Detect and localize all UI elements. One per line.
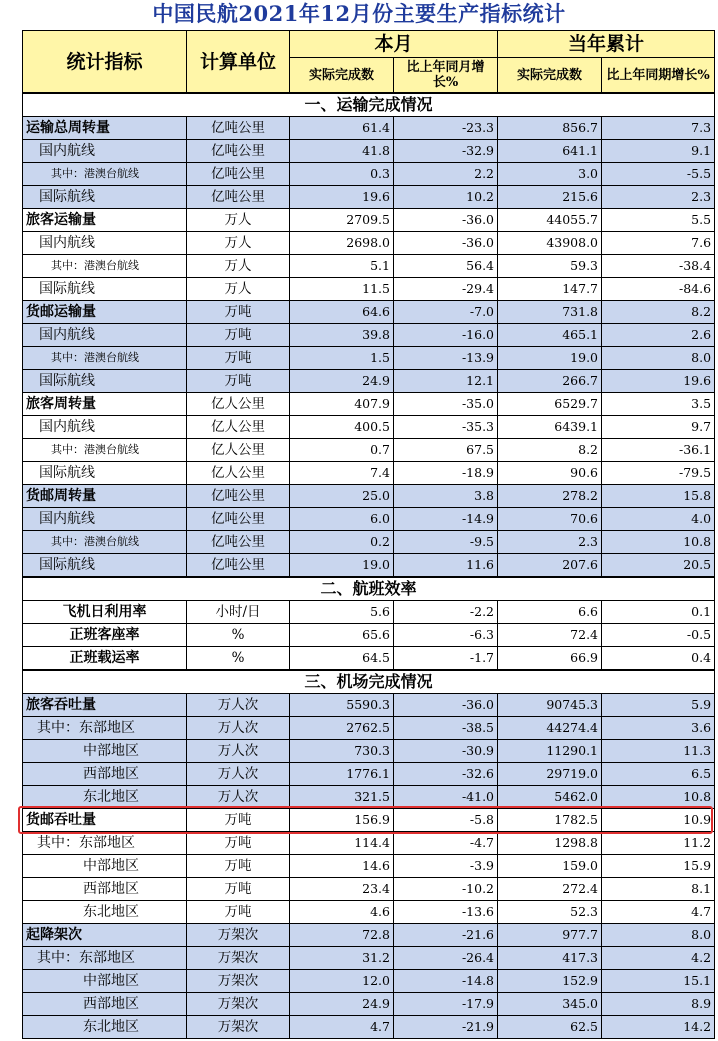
row-ytd-growth: 9.1 [602, 140, 715, 163]
header-yoy-ytd: 比上年同期增长% [602, 58, 715, 94]
row-indicator: 国内航线 [23, 508, 187, 531]
row-month-growth: -2.2 [394, 601, 498, 624]
row-month-growth: -35.3 [394, 416, 498, 439]
row-month-growth: 3.8 [394, 485, 498, 508]
row-ytd-actual: 977.7 [498, 924, 602, 947]
row-indicator: 国际航线 [23, 370, 187, 393]
row-ytd-actual: 272.4 [498, 878, 602, 901]
row-ytd-actual: 62.5 [498, 1016, 602, 1039]
row-indicator: 其中：港澳台航线 [23, 531, 187, 554]
row-unit: 万吨 [187, 878, 290, 901]
row-indicator: 货邮运输量 [23, 301, 187, 324]
row-ytd-growth: -79.5 [602, 462, 715, 485]
row-month-growth: -14.8 [394, 970, 498, 993]
row-ytd-growth: 10.8 [602, 531, 715, 554]
row-unit: 万人 [187, 232, 290, 255]
row-month-growth: -7.0 [394, 301, 498, 324]
row-unit: 万人次 [187, 717, 290, 740]
row-indicator: 旅客周转量 [23, 393, 187, 416]
section-header [23, 670, 715, 694]
row-indicator: 西部地区 [23, 763, 187, 786]
table-row [23, 370, 715, 393]
row-indicator: 其中：东部地区 [23, 832, 187, 855]
table-row [23, 347, 715, 370]
section-title: 三、机场完成情况 [23, 670, 715, 694]
row-ytd-actual: 731.8 [498, 301, 602, 324]
row-month-actual: 156.9 [290, 809, 394, 832]
row-unit: 亿人公里 [187, 416, 290, 439]
table-row [23, 209, 715, 232]
row-month-actual: 72.8 [290, 924, 394, 947]
row-month-growth: -36.0 [394, 209, 498, 232]
row-month-actual: 64.5 [290, 647, 394, 671]
row-month-growth: -29.4 [394, 278, 498, 301]
row-unit: 万人 [187, 209, 290, 232]
table-row [23, 809, 715, 832]
row-ytd-actual: 43908.0 [498, 232, 602, 255]
row-month-actual: 4.7 [290, 1016, 394, 1039]
row-month-growth: -5.8 [394, 809, 498, 832]
table-row [23, 117, 715, 140]
table-row [23, 970, 715, 993]
row-indicator: 东北地区 [23, 1016, 187, 1039]
row-month-actual: 1.5 [290, 347, 394, 370]
row-ytd-growth: 4.2 [602, 947, 715, 970]
row-month-actual: 2698.0 [290, 232, 394, 255]
row-month-actual: 5.6 [290, 601, 394, 624]
row-ytd-growth: 3.6 [602, 717, 715, 740]
row-unit: 亿人公里 [187, 462, 290, 485]
row-indicator: 其中：港澳台航线 [23, 439, 187, 462]
row-month-growth: -26.4 [394, 947, 498, 970]
table-row [23, 485, 715, 508]
row-indicator: 中部地区 [23, 740, 187, 763]
row-ytd-actual: 6529.7 [498, 393, 602, 416]
table-row [23, 878, 715, 901]
row-month-growth: -10.2 [394, 878, 498, 901]
row-ytd-actual: 1298.8 [498, 832, 602, 855]
row-ytd-actual: 44055.7 [498, 209, 602, 232]
row-month-actual: 5590.3 [290, 694, 394, 717]
header-unit: 计算单位 [187, 31, 290, 94]
row-unit: 万吨 [187, 901, 290, 924]
row-month-actual: 1776.1 [290, 763, 394, 786]
row-ytd-actual: 3.0 [498, 163, 602, 186]
table-row [23, 439, 715, 462]
row-month-actual: 11.5 [290, 278, 394, 301]
row-unit: 小时/日 [187, 601, 290, 624]
row-ytd-growth: 14.2 [602, 1016, 715, 1039]
table-row [23, 786, 715, 809]
table-row [23, 140, 715, 163]
row-ytd-actual: 215.6 [498, 186, 602, 209]
row-indicator: 国内航线 [23, 416, 187, 439]
row-ytd-actual: 2.3 [498, 531, 602, 554]
table-row [23, 186, 715, 209]
row-ytd-growth: 4.0 [602, 508, 715, 531]
row-ytd-growth: -36.1 [602, 439, 715, 462]
row-unit: 万人次 [187, 786, 290, 809]
row-unit: 万吨 [187, 301, 290, 324]
header-month: 本月 [290, 31, 498, 58]
table-row [23, 717, 715, 740]
row-month-growth: -23.3 [394, 117, 498, 140]
row-month-growth: 56.4 [394, 255, 498, 278]
row-month-actual: 730.3 [290, 740, 394, 763]
row-unit: 万吨 [187, 855, 290, 878]
row-ytd-growth: -84.6 [602, 278, 715, 301]
table-row [23, 255, 715, 278]
row-ytd-growth: 8.9 [602, 993, 715, 1016]
row-month-actual: 6.0 [290, 508, 394, 531]
section-header [23, 577, 715, 601]
row-ytd-actual: 856.7 [498, 117, 602, 140]
row-ytd-growth: 7.6 [602, 232, 715, 255]
row-ytd-growth: 11.3 [602, 740, 715, 763]
row-ytd-actual: 90.6 [498, 462, 602, 485]
row-unit: 万人次 [187, 740, 290, 763]
row-ytd-growth: 8.0 [602, 924, 715, 947]
row-ytd-actual: 147.7 [498, 278, 602, 301]
row-ytd-growth: 6.5 [602, 763, 715, 786]
row-unit: 万架次 [187, 970, 290, 993]
row-ytd-growth: 9.7 [602, 416, 715, 439]
header-yoy-month: 比上年同月增长% [394, 58, 498, 94]
row-month-actual: 64.6 [290, 301, 394, 324]
row-month-actual: 24.9 [290, 370, 394, 393]
row-indicator: 西部地区 [23, 878, 187, 901]
row-unit: 万吨 [187, 809, 290, 832]
row-month-growth: -36.0 [394, 232, 498, 255]
row-ytd-growth: 0.1 [602, 601, 715, 624]
row-month-growth: 2.2 [394, 163, 498, 186]
row-ytd-actual: 6439.1 [498, 416, 602, 439]
row-ytd-actual: 11290.1 [498, 740, 602, 763]
row-indicator: 国际航线 [23, 554, 187, 578]
row-month-actual: 24.9 [290, 993, 394, 1016]
table-row [23, 694, 715, 717]
table-body [23, 93, 715, 1039]
row-indicator: 货邮吞吐量 [23, 809, 187, 832]
row-ytd-actual: 19.0 [498, 347, 602, 370]
row-indicator: 运输总周转量 [23, 117, 187, 140]
table-row [23, 601, 715, 624]
row-unit: 亿人公里 [187, 393, 290, 416]
table-row [23, 554, 715, 578]
statistics-table [22, 30, 715, 1039]
table-row [23, 901, 715, 924]
row-ytd-growth: 19.6 [602, 370, 715, 393]
row-unit: % [187, 624, 290, 647]
row-ytd-growth: 15.8 [602, 485, 715, 508]
row-month-actual: 25.0 [290, 485, 394, 508]
row-month-growth: -35.0 [394, 393, 498, 416]
row-unit: 亿吨公里 [187, 531, 290, 554]
row-ytd-actual: 52.3 [498, 901, 602, 924]
row-ytd-actual: 6.6 [498, 601, 602, 624]
row-ytd-growth: 15.9 [602, 855, 715, 878]
row-unit: 亿吨公里 [187, 140, 290, 163]
row-ytd-growth: -5.5 [602, 163, 715, 186]
row-unit: 万架次 [187, 947, 290, 970]
row-ytd-growth: 5.5 [602, 209, 715, 232]
row-month-growth: 12.1 [394, 370, 498, 393]
row-ytd-growth: -38.4 [602, 255, 715, 278]
row-indicator: 正班载运率 [23, 647, 187, 671]
table-row [23, 855, 715, 878]
row-unit: 万架次 [187, 993, 290, 1016]
table-row [23, 993, 715, 1016]
table-row [23, 416, 715, 439]
row-ytd-actual: 159.0 [498, 855, 602, 878]
row-unit: 亿吨公里 [187, 554, 290, 578]
row-ytd-growth: 4.7 [602, 901, 715, 924]
row-ytd-actual: 70.6 [498, 508, 602, 531]
row-month-actual: 12.0 [290, 970, 394, 993]
row-month-growth: -30.9 [394, 740, 498, 763]
row-unit: 万吨 [187, 832, 290, 855]
row-indicator: 旅客吞吐量 [23, 694, 187, 717]
row-ytd-actual: 90745.3 [498, 694, 602, 717]
table-row [23, 647, 715, 671]
row-unit: 亿吨公里 [187, 485, 290, 508]
row-indicator: 其中：东部地区 [23, 947, 187, 970]
row-month-actual: 61.4 [290, 117, 394, 140]
section-title: 一、运输完成情况 [23, 93, 715, 117]
header-indicator: 统计指标 [23, 31, 187, 94]
row-month-growth: -16.0 [394, 324, 498, 347]
table-row [23, 508, 715, 531]
row-ytd-actual: 29719.0 [498, 763, 602, 786]
section-header [23, 93, 715, 117]
row-unit: 万吨 [187, 324, 290, 347]
table-row [23, 301, 715, 324]
table-row [23, 531, 715, 554]
row-ytd-growth: 8.1 [602, 878, 715, 901]
row-indicator: 货邮周转量 [23, 485, 187, 508]
row-ytd-growth: 8.2 [602, 301, 715, 324]
row-ytd-actual: 266.7 [498, 370, 602, 393]
row-ytd-actual: 465.1 [498, 324, 602, 347]
row-unit: 万架次 [187, 924, 290, 947]
header-actual-month: 实际完成数 [290, 58, 394, 94]
row-ytd-growth: 3.5 [602, 393, 715, 416]
table-row [23, 832, 715, 855]
row-ytd-growth: 7.3 [602, 117, 715, 140]
row-unit: % [187, 647, 290, 671]
row-ytd-growth: 2.6 [602, 324, 715, 347]
row-ytd-actual: 59.3 [498, 255, 602, 278]
row-month-growth: -32.6 [394, 763, 498, 786]
row-month-actual: 19.0 [290, 554, 394, 578]
row-indicator: 正班客座率 [23, 624, 187, 647]
row-ytd-growth: -0.5 [602, 624, 715, 647]
row-unit: 万吨 [187, 370, 290, 393]
row-month-actual: 407.9 [290, 393, 394, 416]
row-month-growth: 11.6 [394, 554, 498, 578]
table-row [23, 232, 715, 255]
row-month-growth: -13.9 [394, 347, 498, 370]
row-month-growth: -6.3 [394, 624, 498, 647]
row-month-growth: -18.9 [394, 462, 498, 485]
row-indicator: 东北地区 [23, 786, 187, 809]
table-row [23, 740, 715, 763]
row-indicator: 飞机日利用率 [23, 601, 187, 624]
table-row [23, 763, 715, 786]
row-month-growth: 10.2 [394, 186, 498, 209]
header-actual-ytd: 实际完成数 [498, 58, 602, 94]
row-month-actual: 400.5 [290, 416, 394, 439]
row-indicator: 国际航线 [23, 278, 187, 301]
row-unit: 万人次 [187, 694, 290, 717]
row-month-growth: 67.5 [394, 439, 498, 462]
table-row [23, 393, 715, 416]
row-ytd-growth: 5.9 [602, 694, 715, 717]
page-title: 中国民航2021年12月份主要生产指标统计 [152, 1, 566, 26]
row-indicator: 国际航线 [23, 462, 187, 485]
row-unit: 亿吨公里 [187, 117, 290, 140]
row-ytd-actual: 207.6 [498, 554, 602, 578]
row-month-growth: -21.6 [394, 924, 498, 947]
row-ytd-actual: 278.2 [498, 485, 602, 508]
row-indicator: 其中：港澳台航线 [23, 347, 187, 370]
row-ytd-growth: 8.0 [602, 347, 715, 370]
row-month-actual: 114.4 [290, 832, 394, 855]
row-indicator: 国际航线 [23, 186, 187, 209]
row-ytd-actual: 152.9 [498, 970, 602, 993]
row-ytd-actual: 5462.0 [498, 786, 602, 809]
row-month-actual: 7.4 [290, 462, 394, 485]
table-row [23, 163, 715, 186]
row-unit: 万人 [187, 255, 290, 278]
row-ytd-actual: 8.2 [498, 439, 602, 462]
row-month-actual: 2762.5 [290, 717, 394, 740]
row-ytd-actual: 641.1 [498, 140, 602, 163]
row-indicator: 中部地区 [23, 970, 187, 993]
row-ytd-growth: 10.9 [602, 809, 715, 832]
row-indicator: 国内航线 [23, 232, 187, 255]
row-ytd-growth: 15.1 [602, 970, 715, 993]
row-ytd-growth: 20.5 [602, 554, 715, 578]
row-month-actual: 0.2 [290, 531, 394, 554]
row-unit: 万人 [187, 278, 290, 301]
row-month-actual: 2709.5 [290, 209, 394, 232]
row-month-actual: 65.6 [290, 624, 394, 647]
row-month-growth: -38.5 [394, 717, 498, 740]
table-row [23, 462, 715, 485]
table-row [23, 924, 715, 947]
row-indicator: 其中：东部地区 [23, 717, 187, 740]
row-indicator: 国内航线 [23, 140, 187, 163]
row-month-actual: 31.2 [290, 947, 394, 970]
row-indicator: 其中：港澳台航线 [23, 255, 187, 278]
row-unit: 亿吨公里 [187, 163, 290, 186]
section-title: 二、航班效率 [23, 577, 715, 601]
row-ytd-actual: 66.9 [498, 647, 602, 671]
table-row [23, 624, 715, 647]
row-month-growth: -41.0 [394, 786, 498, 809]
row-month-actual: 19.6 [290, 186, 394, 209]
row-month-actual: 0.3 [290, 163, 394, 186]
table-row [23, 278, 715, 301]
row-month-growth: -32.9 [394, 140, 498, 163]
row-ytd-growth: 2.3 [602, 186, 715, 209]
row-month-actual: 39.8 [290, 324, 394, 347]
row-month-actual: 5.1 [290, 255, 394, 278]
row-indicator: 旅客运输量 [23, 209, 187, 232]
row-indicator: 国内航线 [23, 324, 187, 347]
row-indicator: 中部地区 [23, 855, 187, 878]
row-month-actual: 0.7 [290, 439, 394, 462]
row-unit: 万架次 [187, 1016, 290, 1039]
table-row [23, 947, 715, 970]
row-indicator: 东北地区 [23, 901, 187, 924]
row-month-growth: -4.7 [394, 832, 498, 855]
row-unit: 亿吨公里 [187, 508, 290, 531]
row-unit: 亿吨公里 [187, 186, 290, 209]
row-ytd-actual: 1782.5 [498, 809, 602, 832]
row-ytd-growth: 11.2 [602, 832, 715, 855]
row-indicator: 起降架次 [23, 924, 187, 947]
row-month-growth: -14.9 [394, 508, 498, 531]
row-month-growth: -9.5 [394, 531, 498, 554]
row-ytd-growth: 10.8 [602, 786, 715, 809]
row-month-growth: -21.9 [394, 1016, 498, 1039]
table-row [23, 324, 715, 347]
row-month-actual: 4.6 [290, 901, 394, 924]
row-month-actual: 14.6 [290, 855, 394, 878]
header-ytd: 当年累计 [498, 31, 715, 58]
row-unit: 万人次 [187, 763, 290, 786]
row-unit: 亿人公里 [187, 439, 290, 462]
row-month-actual: 41.8 [290, 140, 394, 163]
row-month-growth: -3.9 [394, 855, 498, 878]
row-month-growth: -1.7 [394, 647, 498, 671]
row-unit: 万吨 [187, 347, 290, 370]
row-indicator: 西部地区 [23, 993, 187, 1016]
row-month-growth: -36.0 [394, 694, 498, 717]
row-ytd-actual: 44274.4 [498, 717, 602, 740]
row-ytd-actual: 72.4 [498, 624, 602, 647]
row-ytd-actual: 345.0 [498, 993, 602, 1016]
row-month-actual: 23.4 [290, 878, 394, 901]
row-ytd-actual: 417.3 [498, 947, 602, 970]
row-month-growth: -13.6 [394, 901, 498, 924]
row-ytd-growth: 0.4 [602, 647, 715, 671]
row-month-growth: -17.9 [394, 993, 498, 1016]
row-indicator: 其中：港澳台航线 [23, 163, 187, 186]
table-row [23, 1016, 715, 1039]
row-month-actual: 321.5 [290, 786, 394, 809]
